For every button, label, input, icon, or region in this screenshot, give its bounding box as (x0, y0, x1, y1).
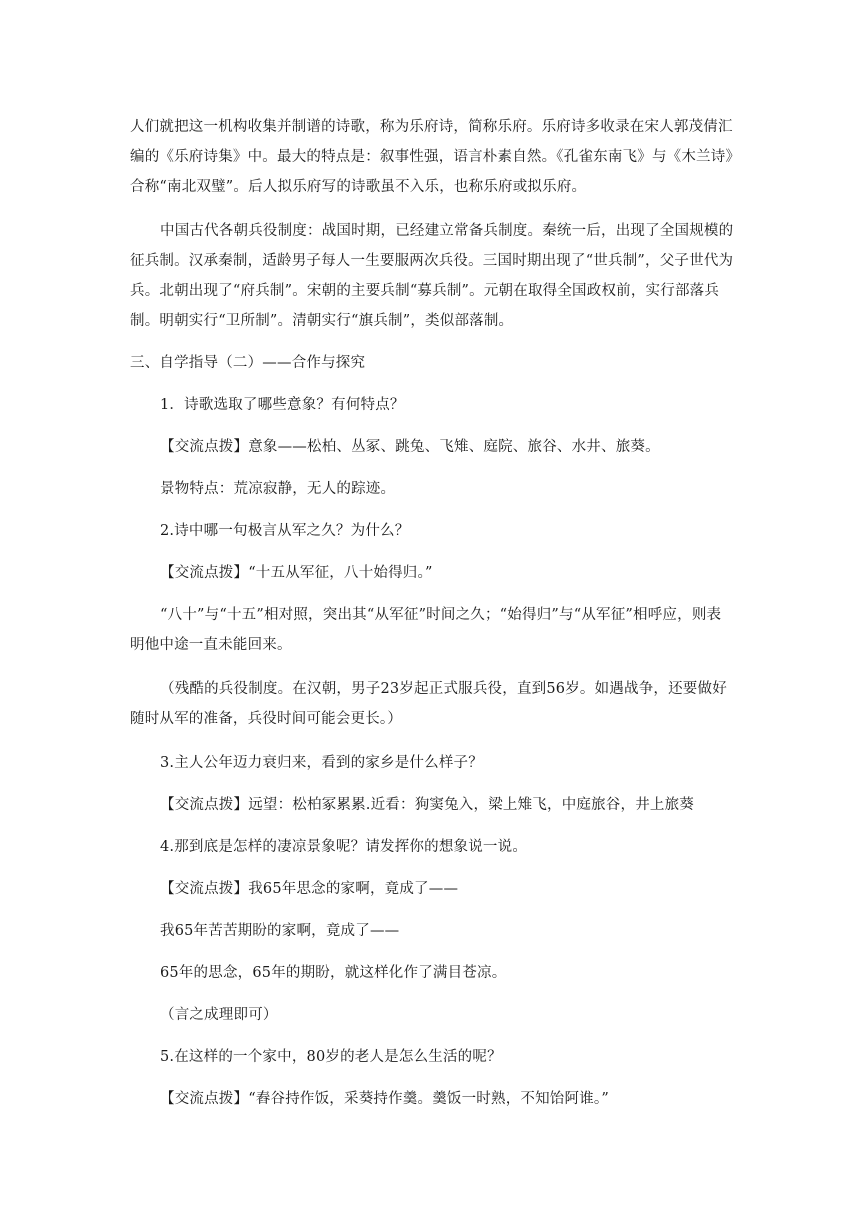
paragraph-yuefu-intro: 人们就把这一机构收集并制谱的诗歌，称为乐府诗，简称乐府。乐府诗多收录在宋人郭茂倩汇编的《乐府诗集》中。最大的特点是：叙事性强，语言朴素自然。《孔雀东南飞》与《木兰诗》合称“南北双璧”。后人拟乐府写的诗歌虽不入乐，也称乐府或拟乐府。 (130, 119, 733, 195)
question-2: 2.诗中哪一句极言从军之久？为什么？ (160, 523, 410, 539)
answer-4-line-3: 65年的思念，65年的期盼，就这样化作了满目苍凉。 (160, 965, 507, 981)
section-heading: 三、自学指导（二）——合作与探究 (130, 355, 366, 371)
answer-2-note: （残酷的兵役制度。在汉朝，男子23岁起正式服兵役，直到56岁。如遇战争，还要做好随时从军的准备，兵役时间可能会更长。） (130, 681, 727, 727)
answer-2-explanation: “八十”与“十五”相对照，突出其“从军征”时间之久；“始得归”与“从军征”相呼应，则表明他中途一直未能回来。 (130, 607, 722, 653)
document-body (130, 112, 735, 1114)
answer-5: 【交流点拨】“舂谷持作饭，采葵持作羹。羹饭一时熟，不知饴阿谁。” (160, 1091, 609, 1107)
question-1: 1．诗歌选取了哪些意象？有何特点？ (160, 397, 405, 413)
answer-1: 【交流点拨】意象——松柏、丛冢、跳兔、飞雉、庭院、旅谷、水井、旅葵。 (160, 439, 660, 455)
paragraph-military-system: 中国古代各朝兵役制度：战国时期，已经建立常备兵制度。秦统一后，出现了全国规模的征兵制。汉承秦制，适龄男子每人一生要服两次兵役。三国时期出现了“世兵制”，父子世代为兵。北朝出现了“府兵制”。宋朝的主要兵制“募兵制”。元朝在取得全国政权前，实行部落兵制。明朝实行“卫所制”。清朝实行“旗兵制”，类似部落制。 (130, 223, 734, 329)
answer-1-feature: 景物特点：荒凉寂静，无人的踪迹。 (160, 481, 396, 497)
answer-4-note: （言之成理即可） (160, 1007, 278, 1023)
question-3: 3.主人公年迈力衰归来，看到的家乡是什么样子？ (160, 755, 483, 771)
question-5: 5.在这样的一个家中，80岁的老人是怎么生活的呢？ (160, 1049, 502, 1065)
answer-4-line-1: 【交流点拨】我65年思念的家啊，竟成了—— (160, 881, 459, 897)
answer-2: 【交流点拨】“十五从军征，八十始得归。” (160, 565, 433, 581)
question-4: 4.那到底是怎样的凄凉景象呢？请发挥你的想象说一说。 (160, 839, 528, 855)
answer-3: 【交流点拨】远望：松柏冢累累.近看：狗窦兔入，梁上雉飞，中庭旅谷，井上旅葵 (160, 797, 695, 813)
answer-4-line-2: 我65年苦苦期盼的家啊，竟成了—— (160, 923, 400, 939)
